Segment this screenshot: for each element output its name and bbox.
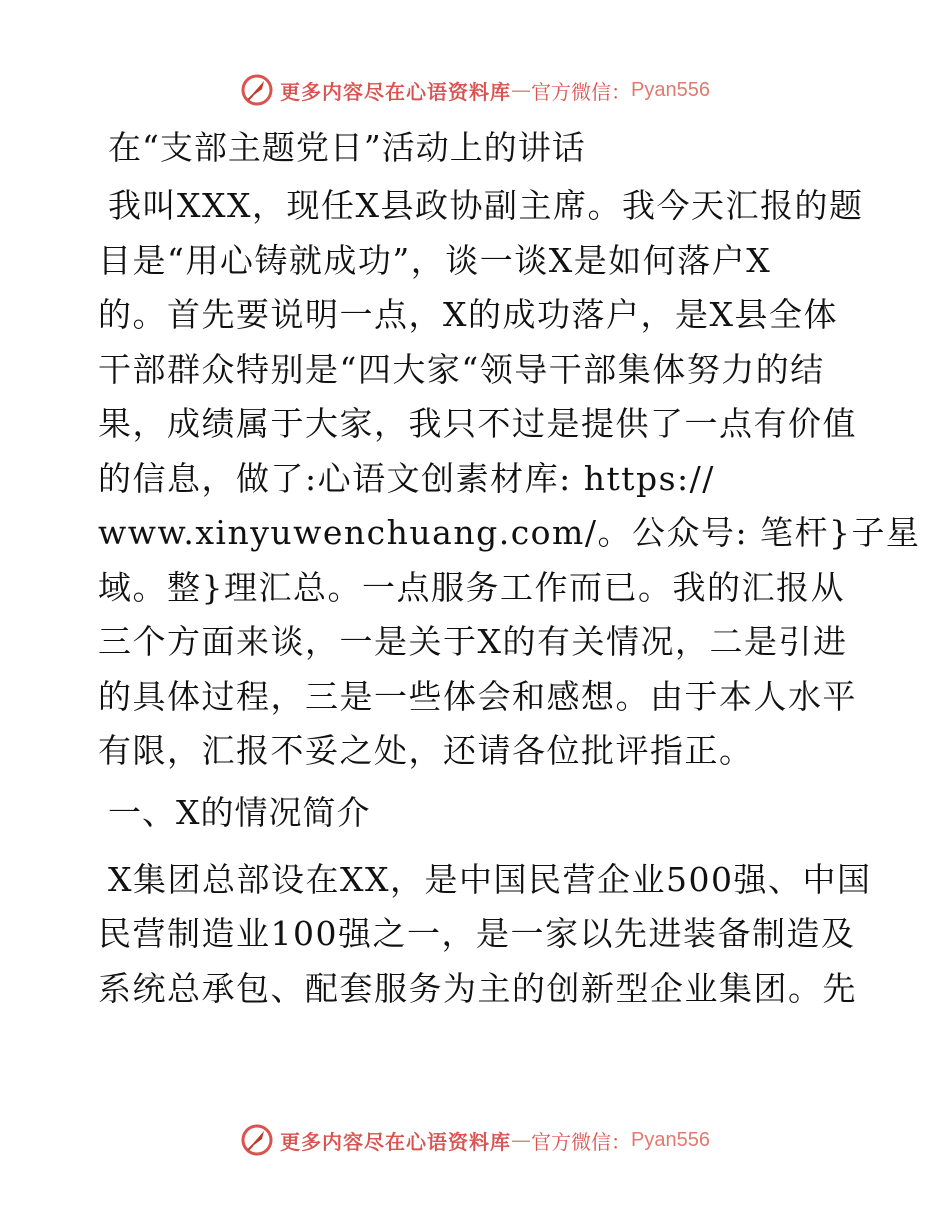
paragraph-line: 目是“用心铸就成功”，谈一谈X是如何落户X [98, 240, 772, 280]
banner-separator: — [511, 78, 532, 102]
paragraph-line: 我叫XXX，现任X县政协副主席。我今天汇报的题 [108, 186, 864, 225]
paragraph-line: 的。首先要说明一点，X的成功落户，是X县全体 [98, 295, 838, 334]
paragraph-line: 干部群众特别是“四大家“领导干部集体努力的结 [98, 349, 825, 389]
paragraph-line: 的具体过程，三是一些体会和感想。由于本人水平 [98, 676, 857, 716]
banner-wechat-id: Pyan556 [631, 1128, 710, 1151]
paragraph-intro [98, 179, 921, 779]
header-banner [0, 70, 950, 110]
footer-banner [0, 1120, 950, 1160]
quill-logo-icon [240, 1123, 274, 1157]
banner-main-text: 更多内容尽在心语资料库 [280, 79, 512, 104]
paragraph-line: X集团总部设在XX，是中国民营企业500强、中国 [108, 859, 872, 899]
paragraph-line: 域。整}理汇总。一点服务工作而已。我的汇报从 [98, 567, 845, 607]
document-body [98, 122, 921, 1021]
paragraph-line: 系统总承包、配套服务为主的创新型企业集团。先 [98, 968, 857, 1008]
paragraph-line: 三个方面来谈，一是关于X的有关情况，二是引进 [98, 622, 848, 661]
paragraph-line: 有限，汇报不妥之处，还请各位批评指正。 [98, 731, 754, 770]
banner-sub-text: 官方微信： [531, 79, 632, 104]
paragraph-line: 民营制造业100强之一，是一家以先进装备制造及 [98, 914, 856, 953]
document-title: 在“支部主题党日”活动上的讲话 [108, 128, 586, 167]
section-heading-1: 一、X的情况简介 [108, 792, 371, 832]
banner-sub-text: 官方微信： [531, 1129, 632, 1154]
quill-logo-icon [240, 73, 274, 107]
banner-wechat-id: Pyan556 [631, 78, 710, 101]
paragraph-line: www.xinyuwenchuang.com/。公众号: 笔杆}子星 [98, 513, 921, 552]
paragraph-line: 果，成绩属于大家，我只不过是提供了一点有价值 [98, 404, 857, 443]
banner-main-text: 更多内容尽在心语资料库 [280, 1129, 512, 1154]
paragraph-line: 的信息，做了:心语文创素材库: https:// [98, 458, 715, 498]
banner-separator: — [511, 1128, 532, 1152]
paragraph-section1 [98, 853, 872, 1017]
